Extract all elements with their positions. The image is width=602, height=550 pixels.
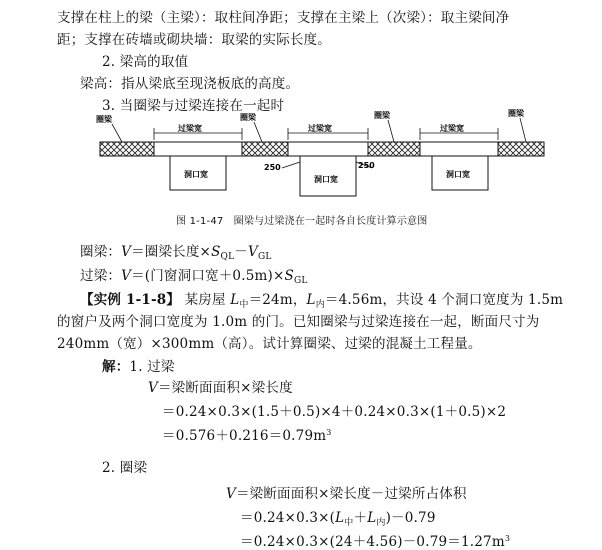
paragraph-line: 支撑在柱上的梁（主梁）：取柱间净距；支撑在主梁上（次梁）：取主梁间净 [57,10,510,26]
ring-beam-segment [368,142,420,156]
ring-beam-label: 圈梁 [96,115,112,124]
lintel-segment [288,142,368,156]
example-line-2: 的窗户及两个洞口宽度为 1.0m 的门。已知圈梁与过梁连接在一起，断面尺寸为 [57,314,540,330]
solution-1-line-1: V＝梁断面面积×梁长度 [148,380,293,396]
solution-1-line-2: ＝0.24×0.3×(1.5＋0.5)×4＋0.24×0.3×(1＋0.5)×2 [162,404,507,420]
dimension-250: 250 [264,163,281,172]
solution-step-1: 解：1. 过梁 [102,359,175,375]
example-line-1: 【实例 1-1-8】 某房屋 $L_中=24m$，$L_内=4.56m$，共设 4 个洞口宽度为 1.5m [80,292,564,310]
solution-2-line-3: $=0.24\times 0.3\times(24+4.56)-0.79=1.27m^3$ [240,534,511,550]
solution-2-line-2: $=0.24\times 0.3\times(L_中+L_内)-0.79$ [240,510,436,528]
lintel-width-label: 过梁宽 [440,124,464,133]
ring-beam-label: 圈梁 [374,111,390,120]
opening-width-label: 洞口宽 [314,175,338,184]
example-line-3: 240mm（宽）×300mm（高）。试计算圈梁、过梁的混凝土工程量。 [57,336,482,352]
solution-2-line-1: V＝梁断面面积×梁长度－过梁所占体积 [226,486,467,502]
paragraph-line: 梁高：指从梁底至现浇板底的高度。 [80,76,300,92]
ring-beam-label: 圈梁 [240,113,256,122]
heading-ring-lintel: 3. 当圈梁与过梁连接在一起时 [102,98,285,114]
ring-beam-formula: 圈梁：V＝圈梁长度$\times S_{QL}-V_{GL}$ [80,244,272,262]
dimension-250: 250 [358,161,375,170]
ring-beam-label: 圈梁 [508,109,524,118]
ring-beam-segment [242,142,288,156]
solution-step-2: 2. 圈梁 [102,460,148,476]
solution-1-line-3: $=0.576+0.216=0.79m^3$ [162,428,332,444]
ring-beam-segment [100,142,154,156]
lintel-formula: 过梁：V＝(门窗洞口宽$+0.5m)\times S_{GL}$ [80,268,308,286]
example-label: 【实例 1-1-8】 [80,292,181,308]
lintel-segment [154,142,242,156]
lintel-width-label: 过梁宽 [178,124,202,133]
lintel-segment [420,142,498,156]
paragraph-line: 距；支撑在砖墙或砌块墙：取梁的实际长度。 [57,32,331,48]
heading-beam-height: 2. 梁高的取值 [102,54,189,70]
ring-beam-segment [498,142,544,156]
opening-width-label: 洞口宽 [446,170,470,179]
opening-width-label: 洞口宽 [184,170,208,179]
lintel-width-label: 过梁宽 [308,124,332,133]
figure-caption: 图 1-1-47 圈梁与过梁浇在一起时各自长度计算示意图 [176,216,428,227]
